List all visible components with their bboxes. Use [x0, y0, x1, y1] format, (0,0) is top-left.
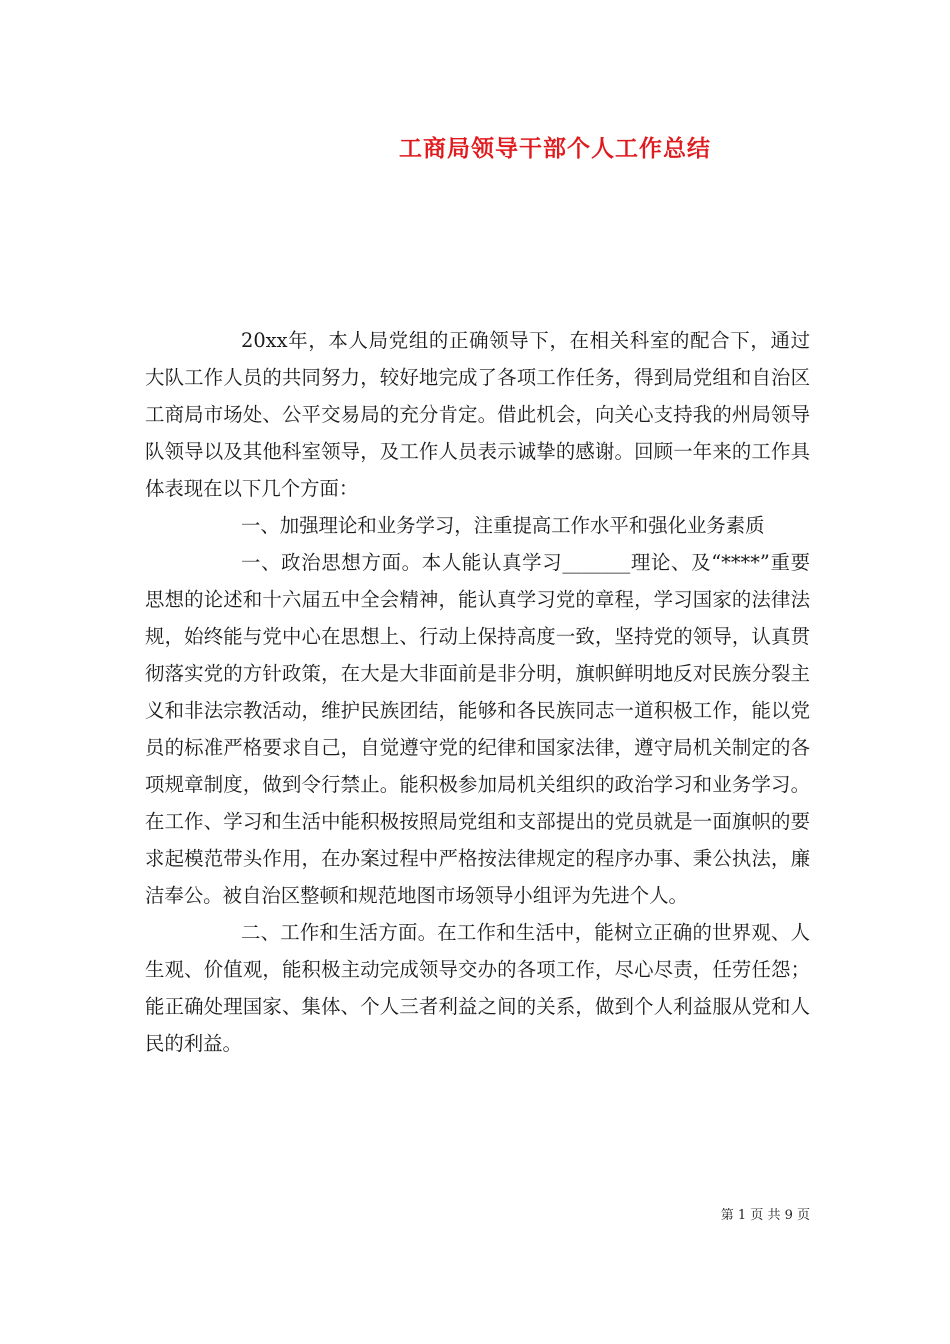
document-title: 工商局领导干部个人工作总结 [399, 136, 711, 162]
paragraph-intro: 20xx年，本人局党组的正确领导下，在相关科室的配合下，通过大队工作人员的共同努力，较好地完成了各项工作任务，得到局党组和自治区工商局市场处、公平交易局的充分肯定。借此机会，向关心支持我的州局领导队领导以及其他科室领导，及工作人员表示诚挚的感谢。回顾一年来的工作具体表现在以下几个方面： [145, 329, 810, 500]
page-number: 第 1 页 共 9 页 [720, 1208, 810, 1223]
paragraph-political: 一、政治思想方面。本人能认真学习_______理论、及“****”重要思想的论述和十六届五中全会精神，能认真学习党的章程，学习国家的法律法规，始终能与党中心在思想上、行动上保持高度一致，坚持党的领导，认真贯彻落实党的方针政策，在大是大非面前是非分明，旗帜鲜明地反对民族分裂主义和非法宗教活动，维护民族团结，能够和各民族同志一道积极工作，能以党员的标准严格要求自己，自觉遵守党的纪律和国家法律，遵守局机关制定的各项规章制度，做到令行禁止。能积极参加局机关组织的政治学习和业务学习。在工作、学习和生活中能积极按照局党组和支部提出的党员就是一面旗帜的要求起模范带头作用，在办案过程中严格按法律规定的程序办事、秉公执法，廉洁奉公。被自治区整顿和规范地图市场领导小组评为先进个人。 [145, 551, 810, 907]
paragraph-heading-1: 一、加强理论和业务学习，注重提高工作水平和强化业务素质 [241, 514, 765, 537]
document-body [145, 322, 810, 1062]
paragraph-work-life: 二、工作和生活方面。在工作和生活中，能树立正确的世界观、人生观、价值观，能积极主动完成领导交办的各项工作，尽心尽责，任劳任怨；能正确处理国家、集体、个人三者利益之间的关系，做到个人利益服从党和人民的利益。 [145, 921, 810, 1055]
